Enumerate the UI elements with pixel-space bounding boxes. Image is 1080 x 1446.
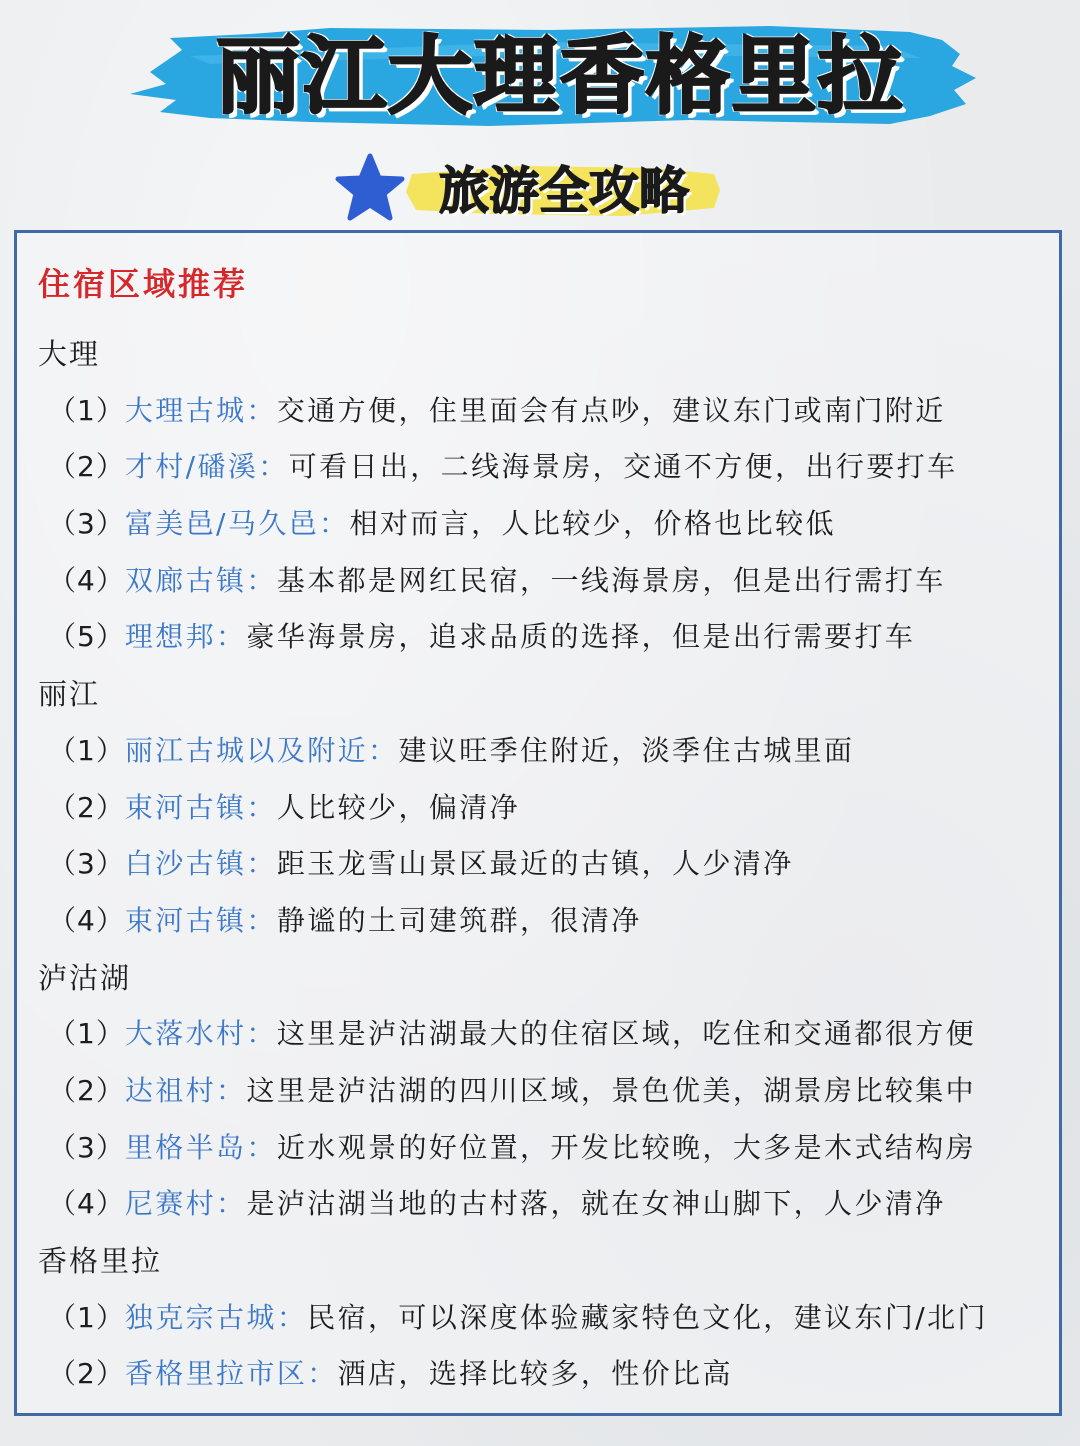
item-description: 相对而言，人比较少，价格也比较低	[349, 507, 836, 541]
page-subtitle: 旅游全攻略	[439, 162, 689, 220]
item-place: 理想邦：	[124, 620, 247, 654]
region-title-dali: 大理	[38, 337, 101, 371]
item-number: （1）	[48, 1300, 125, 1334]
item-number: （2）	[48, 1073, 125, 1107]
lodging-list	[38, 326, 1048, 1403]
item-description: 距玉龙雪山景区最近的古镇，人少清净	[276, 847, 794, 881]
item-number: （4）	[48, 563, 125, 597]
item-number: （3）	[48, 847, 125, 881]
item-place: 束河古镇：	[124, 790, 277, 824]
list-item	[38, 1006, 1048, 1063]
item-place: 双廊古镇：	[124, 563, 277, 597]
list-item	[38, 439, 1048, 496]
item-number: （3）	[48, 1130, 125, 1164]
item-description: 基本都是网红民宿，一线海景房，但是出行需打车	[276, 563, 946, 597]
item-description: 近水观景的好位置，开发比较晚，大多是木式结构房	[276, 1130, 977, 1164]
item-place: 大落水村：	[124, 1017, 277, 1051]
list-item	[38, 609, 1048, 666]
list-item	[38, 1063, 1048, 1120]
list-item	[38, 893, 1048, 950]
item-place: 丽江古城以及附近：	[124, 733, 399, 767]
list-item	[38, 1176, 1048, 1233]
list-item	[38, 553, 1048, 610]
item-description: 是泸沽湖当地的古村落，就在女神山脚下，人少清净	[246, 1187, 946, 1221]
item-description: 可看日出，二线海景房，交通不方便，出行要打车	[288, 450, 958, 484]
region-title-lugu-lake: 泸沽湖	[38, 960, 132, 995]
list-item	[38, 1290, 1048, 1347]
item-place: 独克宗古城：	[124, 1300, 308, 1334]
item-number: （1）	[48, 393, 125, 427]
list-item	[38, 836, 1048, 893]
list-item	[38, 1346, 1048, 1403]
item-description: 这里是泸沽湖最大的住宿区域，吃住和交通都很方便	[276, 1017, 977, 1051]
region-title-shangri-la: 香格里拉	[38, 1244, 163, 1278]
item-number: （2）	[48, 450, 125, 484]
item-place: 大理古城：	[124, 393, 277, 427]
item-description: 建议旺季住附近，淡季住古城里面	[398, 733, 855, 767]
item-number: （2）	[48, 790, 125, 824]
list-item	[38, 496, 1048, 553]
item-place: 达祖村：	[124, 1073, 247, 1107]
item-place: 束河古镇：	[124, 903, 277, 937]
item-number: （1）	[48, 1017, 125, 1051]
item-description: 交通方便，住里面会有点吵，建议东门或南门附近	[276, 393, 946, 427]
item-number: （4）	[48, 1187, 125, 1221]
item-number: （2）	[48, 1357, 125, 1391]
item-place: 白沙古镇：	[124, 847, 277, 881]
item-description: 人比较少，偏清净	[276, 790, 521, 824]
item-number: （1）	[48, 733, 125, 767]
item-description: 静谧的土司建筑群，很清净	[276, 903, 642, 937]
list-item	[38, 780, 1048, 837]
item-place: 富美邑/马久邑：	[124, 507, 350, 541]
item-description: 这里是泸沽湖的四川区域，景色优美，湖景房比较集中	[246, 1073, 977, 1107]
item-place: 香格里拉市区：	[124, 1357, 338, 1391]
item-number: （4）	[48, 903, 125, 937]
item-number: （5）	[48, 620, 125, 654]
item-place: 才村/磻溪：	[124, 450, 289, 484]
star-icon	[334, 152, 406, 224]
item-description: 民宿，可以深度体验藏家特色文化，建议东门/北门	[307, 1300, 988, 1334]
item-place: 尼赛村：	[124, 1187, 247, 1221]
list-item	[38, 723, 1048, 780]
item-description: 豪华海景房，追求品质的选择，但是出行需要打车	[246, 620, 916, 654]
list-item	[38, 383, 1048, 440]
region-title-lijiang: 丽江	[38, 677, 101, 712]
item-description: 酒店，选择比较多，性价比高	[337, 1357, 733, 1391]
page-title: 丽江大理香格里拉	[215, 27, 904, 125]
section-heading: 住宿区域推荐	[38, 265, 249, 303]
item-number: （3）	[48, 507, 125, 541]
item-place: 里格半岛：	[124, 1130, 277, 1164]
list-item	[38, 1120, 1048, 1177]
